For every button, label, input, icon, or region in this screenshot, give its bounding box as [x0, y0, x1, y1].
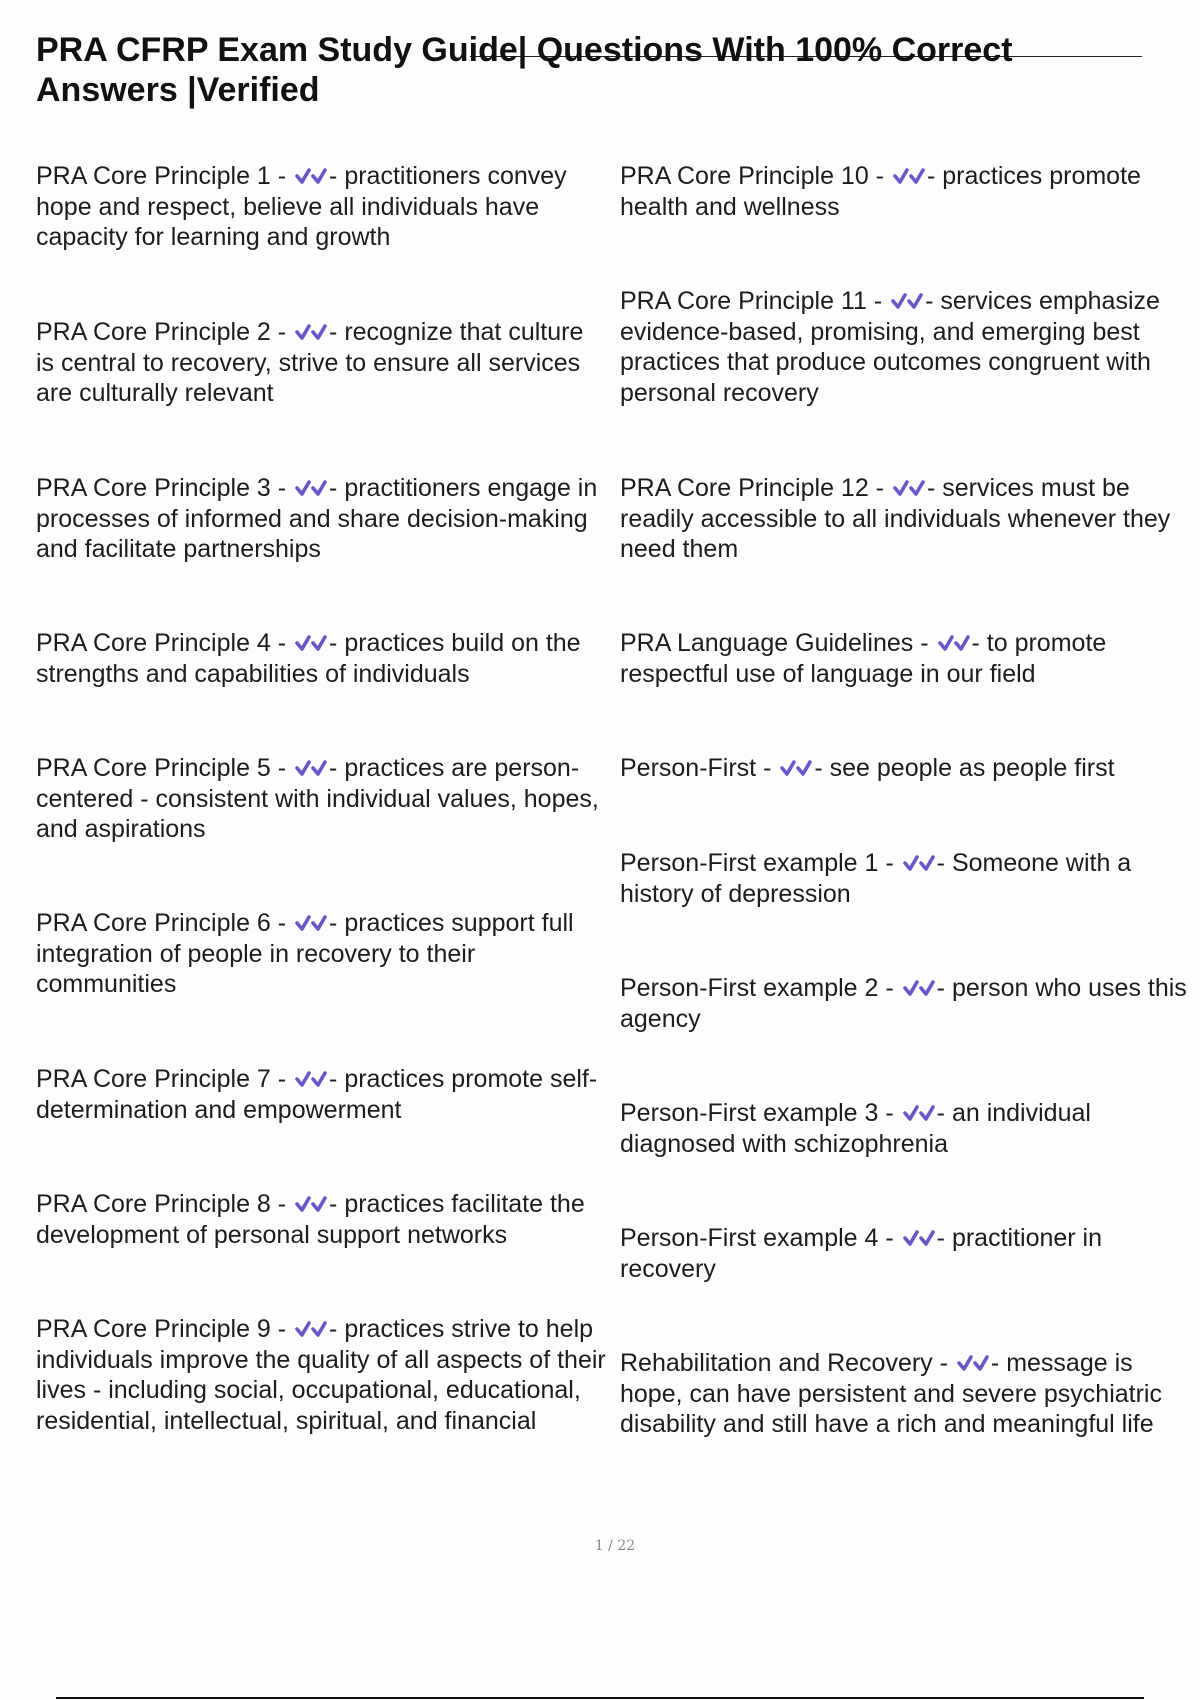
double-check-icon — [937, 631, 971, 653]
entry-definition: practices facilitate the development of personal support networks — [36, 1190, 585, 1249]
flashcard-entry: Person-First example 3 - - an individual diagnosed with schizophrenia — [620, 1099, 1091, 1158]
double-check-icon — [294, 911, 328, 933]
entry-term: PRA Core Principle 2 — [36, 318, 271, 346]
flashcard-entry: PRA Core Principle 6 - - practices support full integration of people in recovery to their communities — [36, 909, 574, 998]
page-bottom-rule — [56, 1697, 1144, 1699]
entry-definition: message is hope, can have persistent and severe psychiatric disability and still have a rich and meaningful life — [620, 1349, 1162, 1438]
entry-definition: Someone with a history of depression — [620, 849, 1132, 908]
entry-definition: practices strive to help individuals improve the quality of all aspects of their lives - including social, occupational, educational, residential, intellectual, spiritual, and financial — [36, 1315, 606, 1435]
entry-definition: person who uses this agency — [620, 974, 1187, 1033]
double-check-icon — [902, 1101, 936, 1123]
flashcard-entry: PRA Core Principle 9 - - practices strive to help individuals improve the quality of all aspects of their lives - including social, occupational, educational, residential, intellectual, spiritual, and financial — [36, 1315, 606, 1435]
entry-term: PRA Core Principle 7 — [36, 1065, 271, 1093]
entry-term: PRA Core Principle 5 — [36, 754, 271, 782]
entry-term: PRA Core Principle 1 — [36, 162, 271, 190]
double-check-icon — [892, 476, 926, 498]
entry-term: PRA Core Principle 8 — [36, 1190, 271, 1218]
entry-term: Person-First — [620, 754, 757, 782]
flashcard-entry: Person-First example 2 - - person who uses this agency — [620, 974, 1187, 1033]
double-check-icon — [294, 1192, 328, 1214]
entry-definition: services must be readily accessible to all individuals whenever they need them — [620, 474, 1171, 563]
entry-term: Person-First example 3 — [620, 1099, 879, 1127]
double-check-icon — [902, 976, 936, 998]
entry-definition: an individual diagnosed with schizophrenia — [620, 1099, 1091, 1158]
flashcard-entry: Person-First example 4 - - practitioner in recovery — [620, 1224, 1103, 1283]
double-check-icon — [902, 851, 936, 873]
entry-definition: practices are person-centered - consistent with individual values, hopes, and aspirations — [36, 754, 599, 843]
flashcard-entry: PRA Core Principle 8 - - practices facilitate the development of personal support networks — [36, 1190, 585, 1249]
double-check-icon — [294, 476, 328, 498]
flashcard-entry: PRA Core Principle 1 - - practitioners convey hope and respect, believe all individuals have capacity for learning and growth — [36, 162, 567, 251]
entry-term: Person-First example 2 — [620, 974, 879, 1002]
entry-term: PRA Core Principle 3 — [36, 474, 271, 502]
entry-definition: services emphasize evidence-based, promising, and emerging best practices that produce outcomes congruent with personal recovery — [620, 287, 1160, 407]
flashcard-entry: PRA Language Guidelines - - to promote respectful use of language in our field — [620, 629, 1107, 688]
double-check-icon — [294, 164, 328, 186]
flashcard-entry: Person-First example 1 - - Someone with a history of depression — [620, 849, 1132, 908]
double-check-icon — [294, 756, 328, 778]
page-number: 1 / 22 — [594, 1538, 636, 1554]
entry-definition: to promote respectful use of language in our field — [620, 629, 1107, 688]
entry-term: Rehabilitation and Recovery — [620, 1349, 933, 1377]
entry-definition: practices support full integration of people in recovery to their communities — [36, 909, 574, 998]
entry-definition: practitioner in recovery — [620, 1224, 1103, 1283]
entry-term: PRA Core Principle 4 — [36, 629, 271, 657]
entry-definition: practitioners engage in processes of informed and share decision-making and facilitate partnerships — [36, 474, 598, 563]
entry-definition: see people as people first — [829, 754, 1115, 782]
flashcard-entry: Rehabilitation and Recovery - - message is hope, can have persistent and severe psychiatric disability and still have a rich and meaningful life — [620, 1349, 1162, 1438]
double-check-icon — [779, 756, 813, 778]
entry-definition: practices promote health and wellness — [620, 162, 1141, 221]
entry-term: Person-First example 4 — [620, 1224, 879, 1252]
entry-term: PRA Core Principle 6 — [36, 909, 271, 937]
double-check-icon — [892, 164, 926, 186]
entry-definition: practices promote self-determination and empowerment — [36, 1065, 598, 1124]
document-title: PRA CFRP Exam Study Guide| Questions With 100% Correct Answers |Verified — [36, 31, 1013, 109]
flashcard-entry: Person-First - - see people as people first — [620, 754, 1115, 782]
entry-definition: practices build on the strengths and capabilities of individuals — [36, 629, 581, 688]
double-check-icon — [956, 1351, 990, 1373]
double-check-icon — [294, 320, 328, 342]
entry-term: PRA Core Principle 11 — [620, 287, 867, 315]
entry-term: PRA Language Guidelines — [620, 629, 914, 657]
flashcard-entry: PRA Core Principle 3 - - practitioners engage in processes of informed and share decision-making and facilitate partnerships — [36, 474, 598, 563]
entry-definition: practitioners convey hope and respect, believe all individuals have capacity for learning and growth — [36, 162, 567, 251]
double-check-icon — [294, 1317, 328, 1339]
double-check-icon — [294, 1067, 328, 1089]
entry-term: PRA Core Principle 9 — [36, 1315, 271, 1343]
flashcard-entry: PRA Core Principle 2 - - recognize that culture is central to recovery, strive to ensure all services are culturally relevant — [36, 318, 584, 407]
double-check-icon — [902, 1226, 936, 1248]
entry-definition: recognize that culture is central to recovery, strive to ensure all services are culturally relevant — [36, 318, 584, 407]
flashcard-entry: PRA Core Principle 4 - - practices build on the strengths and capabilities of individuals — [36, 629, 581, 688]
double-check-icon — [294, 631, 328, 653]
double-check-icon — [890, 289, 924, 311]
entry-term: PRA Core Principle 10 — [620, 162, 869, 190]
entry-term: PRA Core Principle 12 — [620, 474, 869, 502]
entry-term: Person-First example 1 — [620, 849, 879, 877]
flashcard-entry: PRA Core Principle 12 - - services must be readily accessible to all individuals whenever they need them — [620, 474, 1171, 563]
flashcard-entry: PRA Core Principle 7 - - practices promote self-determination and empowerment — [36, 1065, 598, 1124]
flashcard-entry: PRA Core Principle 10 - - practices promote health and wellness — [620, 162, 1141, 221]
flashcard-entry: PRA Core Principle 5 - - practices are person-centered - consistent with individual values, hopes, and aspirations — [36, 754, 599, 843]
flashcard-entry: PRA Core Principle 11 - - services emphasize evidence-based, promising, and emerging best practices that produce outcomes congruent with personal recovery — [620, 287, 1160, 407]
